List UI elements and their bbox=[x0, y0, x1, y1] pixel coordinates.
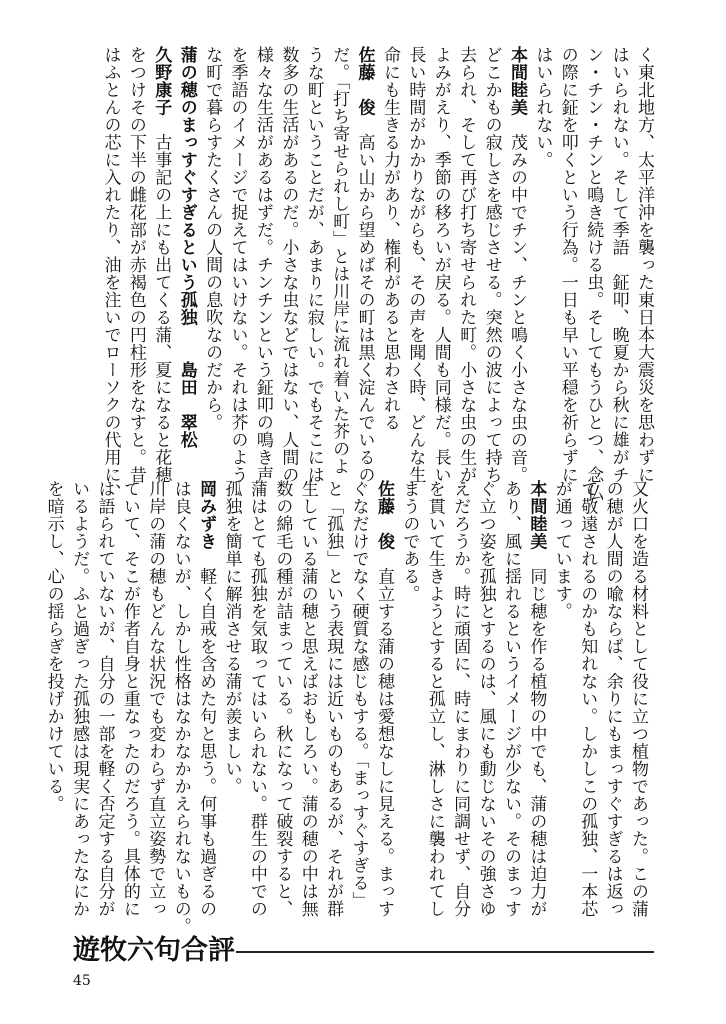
text-line bbox=[548, 480, 573, 910]
text-line bbox=[244, 480, 269, 918]
line-text: ていて、そこが作者自身と重なったのだろう。具体的に bbox=[119, 480, 140, 918]
text-line bbox=[453, 46, 478, 484]
text-line bbox=[142, 480, 167, 918]
text-line bbox=[218, 480, 243, 910]
text-line bbox=[504, 46, 529, 484]
text-line bbox=[193, 480, 218, 918]
text-line bbox=[345, 480, 370, 910]
text-line bbox=[447, 480, 472, 918]
line-text: えだろうか。時に頑固に、時にまわりに同調せず、自分 bbox=[450, 480, 471, 918]
line-text: あり、風に揺れるというイメージが少ない。そのまっす bbox=[500, 480, 521, 918]
text-line bbox=[97, 46, 122, 501]
line-text: 去られ、そして再び打ち寄せられた町。小さな虫の生が bbox=[456, 46, 477, 484]
line-text: 川岸の蒲の穂もどんな状況でも変わらず直立姿勢で立っ bbox=[145, 480, 166, 918]
column-title: 遊牧六句合評 bbox=[73, 935, 235, 966]
text-line bbox=[599, 480, 624, 918]
commenter-name: 佐藤 俊 bbox=[354, 46, 375, 116]
line-text: は良くないが、しかし性格はなかなかかえられないもの。 bbox=[170, 480, 191, 935]
haiku-heading bbox=[173, 46, 198, 458]
line-text: まうのである。 bbox=[399, 480, 420, 603]
text-line bbox=[523, 480, 548, 918]
line-text: 長い時間がかかりながらも、その声を聞く時、どんな生 bbox=[405, 46, 426, 484]
line-text: 蒲はとても孤独を気取ってはいられない。群生の中での bbox=[246, 480, 267, 918]
text-line bbox=[631, 46, 656, 484]
text-line bbox=[326, 46, 351, 475]
commenter-name: 本間睦美 bbox=[506, 46, 527, 116]
text-line bbox=[300, 46, 325, 484]
text-line bbox=[529, 46, 554, 458]
line-text: 茂みの中でチン、チンと鳴く小さな虫の音。 bbox=[506, 116, 527, 484]
line-text: だ。「打ち寄せられし町」とは川岸に流れ着いた芥のよ bbox=[329, 46, 350, 475]
commenter-name: 本間睦美 bbox=[526, 480, 547, 550]
line-text: 古事記の上にも出てくる蒲、夏になると花穂 bbox=[151, 116, 172, 484]
line-text: を貫いて生きようとすると孤立し、淋しさに襲われてし bbox=[424, 480, 445, 918]
line-text: 孤独を簡単に解消させる蒲が羨ましい。 bbox=[221, 480, 242, 795]
text-line bbox=[625, 480, 650, 918]
text-line bbox=[224, 46, 249, 484]
text-line bbox=[421, 480, 446, 918]
line-text: うな町ということだが、あまりに寂しい。でもそこには bbox=[303, 46, 324, 484]
text-line bbox=[275, 46, 300, 484]
line-text: はいられない。 bbox=[532, 46, 553, 169]
text-line bbox=[580, 46, 605, 501]
text-line bbox=[427, 46, 452, 484]
line-text: な町で暮らすたくさんの人間の息吹なのだから。 bbox=[202, 46, 223, 431]
commenter-name: 佐藤 俊 bbox=[373, 480, 394, 550]
text-line bbox=[199, 46, 224, 458]
line-text: 数多の生活があるのだ。小さな虫などではない、人間の bbox=[278, 46, 299, 484]
lower-text-column bbox=[40, 480, 650, 935]
line-text: 同じ穂を作る植物の中でも、蒲の穂は迫力が bbox=[526, 550, 547, 918]
text-line bbox=[148, 46, 173, 484]
text-line bbox=[472, 480, 497, 918]
line-text: て敬遠されるのかも知れない。しかしこの孤独、一本芯 bbox=[577, 480, 598, 918]
text-line bbox=[351, 46, 376, 484]
line-text: はいられない。そして季語 鉦叩、晩夏から秋に雄がチ bbox=[608, 46, 629, 484]
text-line bbox=[605, 46, 630, 484]
line-text: を季語のイメージで捉えてはいけない。それは芥のよう bbox=[227, 46, 248, 484]
line-text: 又火口を造る材料として役に立つ植物であった。この蒲 bbox=[628, 480, 648, 918]
line-text: の穂が人間の喩ならば、余りにもまっすぐすぎるは返っ bbox=[602, 480, 623, 918]
line-text: 蒲の穂のまっすぐすぎるという孤独 島田 翠松 bbox=[176, 46, 197, 449]
line-text: ン・チン・チンと鳴き続ける虫。そしてもうひとつ、念仏 bbox=[583, 46, 604, 501]
text-line bbox=[167, 480, 192, 935]
text-line bbox=[91, 480, 116, 918]
line-text: く東北地方、太平洋沖を襲った東日本大震災を思わずに bbox=[634, 46, 654, 484]
line-text: はふとんの芯に入れたり、油を注いでローソクの代用に、 bbox=[100, 46, 121, 501]
text-line bbox=[554, 46, 579, 484]
text-line bbox=[122, 46, 147, 484]
text-line bbox=[116, 480, 141, 918]
line-text: ぐ立つ姿を孤独とするのは、風にも動じないその強さゆ bbox=[475, 480, 496, 918]
line-text: よみがえり、季節の移ろいが戻る。人間も同様だ。長い bbox=[430, 46, 451, 484]
line-text: は語られていないが、自分の一部を軽く否定する自分が bbox=[94, 480, 115, 918]
line-text: 軽く自戒を含めた句と思う。何事も過ぎるの bbox=[196, 550, 217, 918]
line-text: 数の綿毛の種が詰まっている。秋になって破裂すると、 bbox=[272, 480, 293, 918]
text-line bbox=[396, 480, 421, 910]
line-text: 高い山から望めばその町は黒く淀んでいるの bbox=[354, 116, 375, 484]
line-text: 様々な生活があるはずだ。チンチンという鉦叩の鳴き声 bbox=[252, 46, 273, 484]
text-line bbox=[498, 480, 523, 918]
text-line bbox=[402, 46, 427, 484]
upper-text-column bbox=[97, 46, 656, 501]
text-line bbox=[478, 46, 503, 484]
line-text: 生している蒲の穂と思えばおもしろい。蒲の穂の中は無 bbox=[297, 480, 318, 918]
text-line bbox=[377, 46, 402, 458]
text-line bbox=[320, 480, 345, 918]
text-line bbox=[294, 480, 319, 918]
line-text: を暗示し、心の揺らぎを投げかけている。 bbox=[43, 480, 64, 813]
line-text: どこかもの寂しさを感じさせる。突然の波によって持ち bbox=[481, 46, 502, 484]
commenter-name: 久野康子 bbox=[151, 46, 172, 116]
text-line bbox=[371, 480, 396, 918]
commenter-name: 岡みずき bbox=[196, 480, 217, 550]
page-number: 45 bbox=[73, 973, 91, 989]
text-line bbox=[66, 480, 91, 918]
line-text: と「孤独」という表現には近いものもあるが、それが群 bbox=[323, 480, 344, 918]
line-text: が通っています。 bbox=[551, 480, 572, 620]
text-line bbox=[250, 46, 275, 484]
line-text: の際に鉦を叩くという行為。一日も早い平穏を祈らずに bbox=[557, 46, 578, 484]
title-rule bbox=[236, 951, 654, 953]
line-text: ぐなだけでなく硬質な感じもする。「まっすぐすぎる」 bbox=[348, 480, 369, 909]
line-text: 直立する蒲の穂は愛想なしに見える。まっす bbox=[373, 550, 394, 918]
text-line bbox=[40, 480, 65, 910]
line-text: いるようだ。ふと過ぎった孤独感は現実にあったなにか bbox=[69, 480, 90, 918]
line-text: をつけその下半の雌花部が赤褐色の円柱形をなすと。昔 bbox=[125, 46, 146, 484]
text-line bbox=[574, 480, 599, 918]
line-text: 命にも生きる力があり、権利があると思わされる bbox=[379, 46, 400, 431]
text-line bbox=[269, 480, 294, 918]
